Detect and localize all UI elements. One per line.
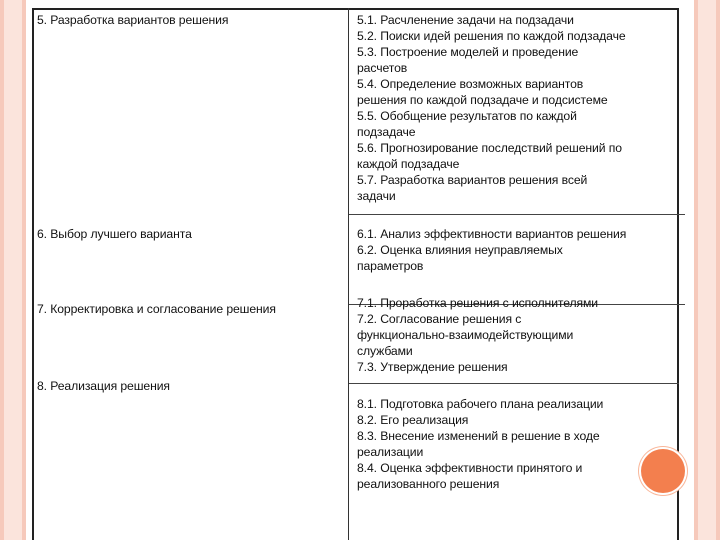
table-column-divider bbox=[348, 8, 349, 540]
substep-line: 5.2. Поиски идей решения по каждой подзадаче bbox=[357, 29, 626, 43]
substep-line: 6.2. Оценка влияния неуправляемых bbox=[357, 243, 563, 257]
right-decorative-border bbox=[694, 0, 720, 540]
substeps-cell-6 bbox=[357, 226, 675, 274]
substep-line: службами bbox=[357, 344, 413, 358]
substep-line: реализованного решения bbox=[357, 477, 500, 491]
stage-label: 8. Реализация решения bbox=[37, 379, 170, 393]
row-divider-5-6 bbox=[349, 214, 685, 215]
substep-line: реализации bbox=[357, 445, 424, 459]
substep-line: 7.2. Согласование решения с bbox=[357, 312, 522, 326]
substep-line: расчетов bbox=[357, 61, 408, 75]
stage-cell-5 bbox=[37, 12, 228, 28]
stage-cell-6 bbox=[37, 226, 192, 242]
substeps-cell-8 bbox=[357, 396, 675, 492]
substep-line: параметров bbox=[357, 259, 424, 273]
row-divider-7-8 bbox=[349, 383, 679, 384]
left-decorative-border bbox=[0, 0, 26, 540]
substep-line: 5.3. Построение моделей и проведение bbox=[357, 45, 579, 59]
right-decorative-border-inner bbox=[698, 0, 716, 540]
substep-line: 5.1. Расчленение задачи на подзадачи bbox=[357, 13, 574, 27]
substep-line: 5.4. Определение возможных вариантов bbox=[357, 77, 584, 91]
substeps-cell-7 bbox=[357, 295, 675, 375]
stage-cell-8 bbox=[37, 378, 170, 394]
stage-label: 6. Выбор лучшего варианта bbox=[37, 227, 192, 241]
substep-line: задачи bbox=[357, 189, 396, 203]
decorative-orange-circle bbox=[641, 449, 685, 493]
left-decorative-border-inner bbox=[4, 0, 22, 540]
stage-label: 7. Корректировка и согласование решения bbox=[37, 302, 276, 316]
substep-line: 7.1. Проработка решения с исполнителями bbox=[357, 296, 599, 310]
substep-line: 8.1. Подготовка рабочего плана реализации bbox=[357, 397, 604, 411]
substep-line: 8.4. Оценка эффективности принятого и bbox=[357, 461, 583, 475]
substeps-cell-5 bbox=[357, 12, 675, 204]
substep-line: функционально-взаимодействующими bbox=[357, 328, 574, 342]
substep-line: 6.1. Анализ эффективности вариантов решения bbox=[357, 227, 627, 241]
stage-label: 5. Разработка вариантов решения bbox=[37, 13, 229, 27]
substep-line: 5.5. Обобщение результатов по каждой bbox=[357, 109, 577, 123]
substep-line: 8.2. Его реализация bbox=[357, 413, 469, 427]
substep-line: подзадаче bbox=[357, 125, 416, 139]
substep-line: 5.7. Разработка вариантов решения всей bbox=[357, 173, 588, 187]
substep-line: 8.3. Внесение изменений в решение в ходе bbox=[357, 429, 600, 443]
substep-line: каждой подзадаче bbox=[357, 157, 460, 171]
substep-line: решения по каждой подзадаче и подсистеме bbox=[357, 93, 608, 107]
stage-cell-7 bbox=[37, 301, 276, 317]
substep-line: 5.6. Прогнозирование последствий решений по bbox=[357, 141, 622, 155]
substep-line: 7.3. Утверждение решения bbox=[357, 360, 508, 374]
